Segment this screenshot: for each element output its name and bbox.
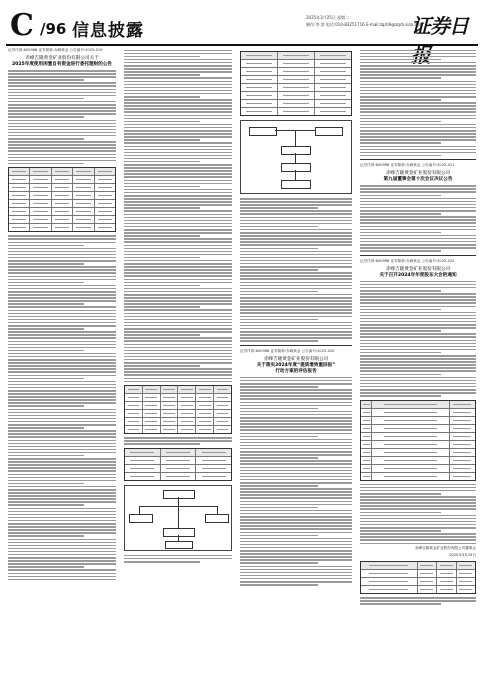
org-box: [129, 514, 153, 523]
flow-diagram: [240, 120, 352, 194]
notice-heading: [8, 56, 116, 68]
proxy-form-table: [360, 561, 476, 594]
org-chart: [124, 485, 232, 551]
top-table: [240, 51, 352, 116]
data-table: [8, 167, 116, 232]
notice-title: 2025年度使用闲置自有资金进行委托理财的公告: [11, 62, 113, 67]
notice-heading: [360, 267, 476, 279]
flow-box: [249, 127, 277, 136]
header-meta: [306, 14, 421, 28]
agenda-table: [360, 400, 476, 481]
financial-table: [124, 385, 232, 434]
notice-code-line: 证券代码:600988 证券简称:赤峰黄金 公告编号:2025-022: [360, 258, 455, 263]
sign-date: 2025年3月25日: [449, 553, 476, 557]
flow-box: [281, 180, 311, 189]
notice-company: 赤峰吉隆黄金矿业股份有限公司关于: [25, 56, 99, 61]
org-box: [163, 490, 195, 499]
page-header: [6, 4, 478, 44]
notice-heading: [240, 357, 352, 375]
notice-title: 关于召开2024年年度股东大会的通知: [379, 272, 457, 278]
notice-code-line: 证券代码:600988 证券简称:赤峰黄金 公告编号:2025-021: [360, 163, 455, 168]
org-box: [205, 514, 229, 523]
flow-box: [281, 146, 311, 155]
notice-title-line-1: 关于落实2024年度“提质增效重回报”: [256, 362, 336, 368]
signature: 赤峰吉隆黄金矿业股份有限公司董事会: [414, 546, 476, 550]
org-box: [165, 541, 193, 549]
notice-company: 赤峰吉隆黄金矿业股份有限公司: [385, 171, 451, 177]
section-title: 信息披露: [72, 21, 144, 41]
small-table: [124, 448, 232, 481]
flow-box: [281, 163, 311, 172]
flow-box: [315, 127, 343, 136]
notice-code-line: 证券代码:600988 证券简称:赤峰黄金 公告编号:2025-020: [240, 348, 335, 353]
masthead-logo: 证券日: [411, 14, 468, 38]
notice-code-line: 证券代码:600988 证券简称:赤峰黄金 公告编号:2025-019: [8, 48, 103, 52]
header-rule: [6, 44, 478, 46]
org-box: [163, 528, 195, 537]
section-number: /96: [40, 20, 67, 38]
section-code: C: [10, 8, 33, 43]
column-4: [360, 48, 476, 694]
column-2: [124, 48, 232, 694]
notice-heading: [360, 171, 476, 183]
column-3: [240, 48, 352, 694]
notice-company: 赤峰吉隆黄金矿业股份有限公司: [385, 266, 451, 272]
column-1: [8, 48, 116, 694]
notice-title: 第九届董事会第十次会议决议公告: [383, 177, 453, 183]
date-line: 2025年3月25日 星期二: [306, 15, 350, 20]
notice-company: 赤峰吉隆黄金矿业股份有限公司: [263, 356, 329, 362]
contact-line: 制作:李 滨 电话:010-83251716 E-mail:zqrb9@zqrb.sina.net: [306, 22, 422, 27]
notice-title-line-2: 行动方案的评估报告: [275, 368, 317, 374]
